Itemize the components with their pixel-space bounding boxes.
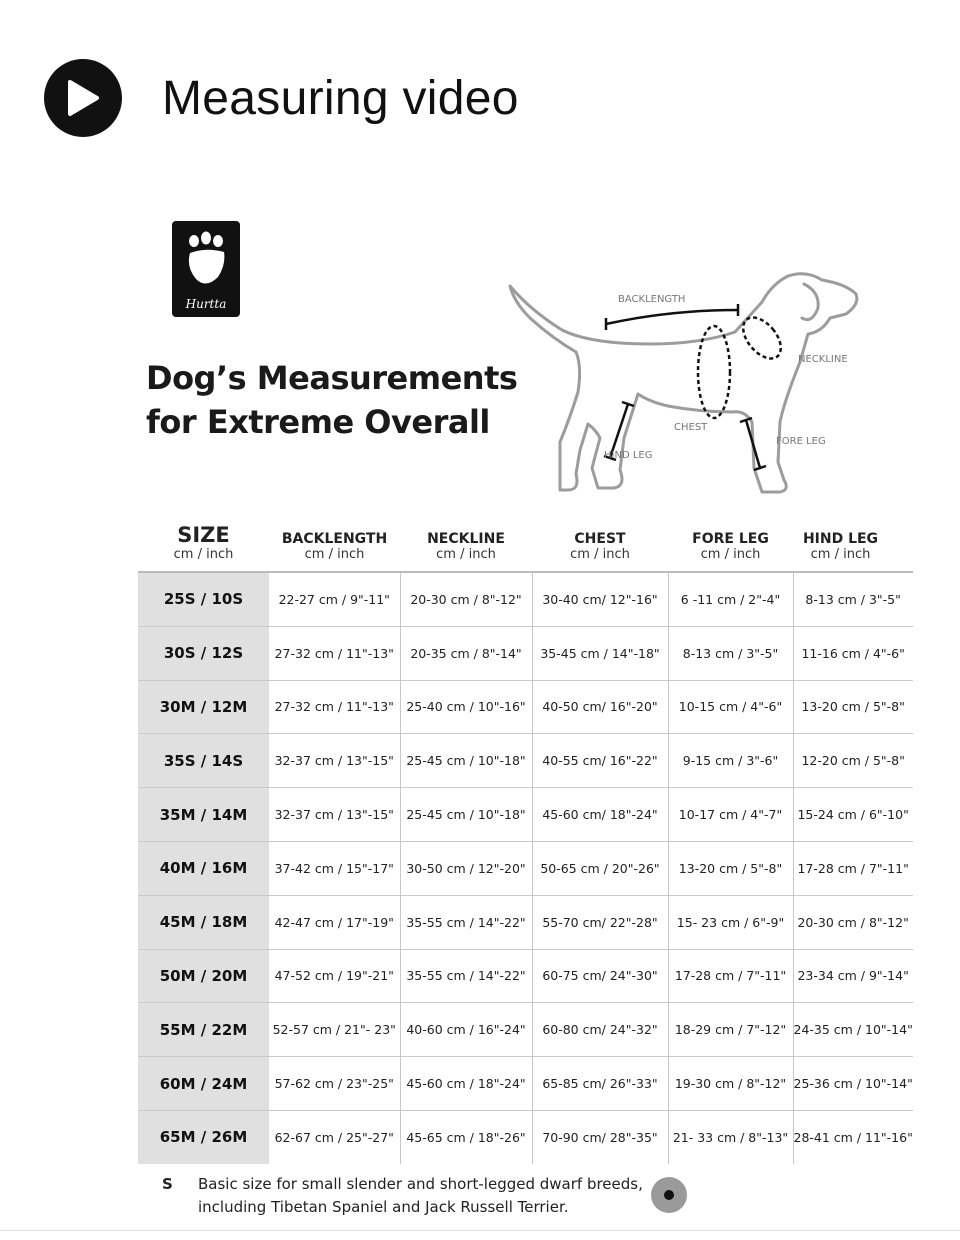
paw-icon [172,225,240,295]
cell-hind-leg: 28-41 cm / 11"-16" [793,1110,913,1163]
table-row [138,1003,913,1057]
cell-fore-leg: 15- 23 cm / 6"-9" [668,895,793,949]
chest-loop [698,326,730,418]
cell-neckline: 30-50 cm / 12"-20" [400,841,532,895]
cell-hind-leg: 17-28 cm / 7"-11" [793,841,913,895]
cell-size: 65M / 26M [138,1110,269,1163]
logo-brand-text: Hurtta [185,297,227,311]
cell-fore-leg: 10-17 cm / 4"-7" [668,788,793,842]
cell-fore-leg: 9-15 cm / 3"-6" [668,734,793,788]
cell-chest: 60-75 cm/ 24"-30" [532,949,668,1003]
footnote-text: Basic size for small slender and short-legged dwarf breeds, including Tibetan Spaniel and Jack Russell Terrier. [198,1175,643,1216]
bottom-divider [0,1230,960,1231]
cell-chest: 50-65 cm / 20"-26" [532,841,668,895]
table-row [138,1110,913,1163]
cell-backlength: 27-32 cm / 11"-13" [269,680,400,734]
cell-backlength: 32-37 cm / 13"-15" [269,734,400,788]
cell-size: 60M / 24M [138,1057,269,1111]
cell-hind-leg: 20-30 cm / 8"-12" [793,895,913,949]
cell-hind-leg: 24-35 cm / 10"-14" [793,1003,913,1057]
cell-size: 30S / 12S [138,626,269,680]
page-title [146,356,517,444]
cell-chest: 40-50 cm/ 16"-20" [532,680,668,734]
cell-chest: 30-40 cm/ 12"-16" [532,572,668,626]
cell-neckline: 25-45 cm / 10"-18" [400,734,532,788]
cell-chest: 45-60 cm/ 18"-24" [532,788,668,842]
column-header-backlength: BACKLENGTH cm / inch [281,531,388,562]
cell-chest: 60-80 cm/ 24"-32" [532,1003,668,1057]
cell-fore-leg: 17-28 cm / 7"-11" [668,949,793,1003]
measuring-video-link[interactable] [44,58,519,138]
table-row [138,949,913,1003]
cell-chest: 70-90 cm/ 28"-35" [532,1110,668,1163]
dot-icon [664,1190,674,1200]
table-row [138,841,913,895]
cell-hind-leg: 25-36 cm / 10"-14" [793,1057,913,1111]
cell-chest: 55-70 cm/ 22"-28" [532,895,668,949]
cell-hind-leg: 13-20 cm / 5"-8" [793,680,913,734]
cell-backlength: 62-67 cm / 25"-27" [269,1110,400,1163]
dog-outline [510,274,857,492]
backlength-line [606,310,738,324]
cell-neckline: 40-60 cm / 16"-24" [400,1003,532,1057]
cell-hind-leg: 15-24 cm / 6"-10" [793,788,913,842]
table-row [138,572,913,626]
foreleg-label: FORE LEG [776,436,826,447]
cell-neckline: 45-60 cm / 18"-24" [400,1057,532,1111]
cell-backlength: 27-32 cm / 11"-13" [269,626,400,680]
footnote-mark: S [162,1175,173,1193]
floating-action-button[interactable] [651,1177,687,1213]
cell-chest: 65-85 cm/ 26"-33" [532,1057,668,1111]
cell-hind-leg: 11-16 cm / 4"-6" [793,626,913,680]
hindleg-label: HIND LEG [604,450,653,461]
size-table [138,571,913,1164]
cell-fore-leg: 13-20 cm / 5"-8" [668,841,793,895]
measuring-video-label[interactable]: Measuring video [162,71,519,125]
cell-size: 55M / 22M [138,1003,269,1057]
cell-size: 35M / 14M [138,788,269,842]
cell-hind-leg: 12-20 cm / 5"-8" [793,734,913,788]
cell-size: 25S / 10S [138,572,269,626]
cell-neckline: 35-55 cm / 14"-22" [400,895,532,949]
chest-label: CHEST [674,422,708,433]
cell-neckline: 35-55 cm / 14"-22" [400,949,532,1003]
cell-backlength: 47-52 cm / 19"-21" [269,949,400,1003]
cell-size: 45M / 18M [138,895,269,949]
cell-backlength: 42-47 cm / 17"-19" [269,895,400,949]
table-row [138,626,913,680]
play-icon [66,79,100,117]
table-row [138,680,913,734]
column-header-fore-leg: FORE LEG cm / inch [692,531,769,562]
cell-fore-leg: 18-29 cm / 7"-12" [668,1003,793,1057]
cell-hind-leg: 23-34 cm / 9"-14" [793,949,913,1003]
neckline-loop [736,311,788,366]
cell-chest: 40-55 cm/ 16"-22" [532,734,668,788]
cell-backlength: 22-27 cm / 9"-11" [269,572,400,626]
cell-fore-leg: 6 -11 cm / 2"-4" [668,572,793,626]
hurtta-logo [172,221,240,317]
table-row [138,734,913,788]
cell-size: 30M / 12M [138,680,269,734]
cell-fore-leg: 10-15 cm / 4"-6" [668,680,793,734]
neckline-label: NECKLINE [798,354,848,365]
title-line-2: for Extreme Overall [146,403,490,441]
cell-backlength: 57-62 cm / 23"-25" [269,1057,400,1111]
cell-size: 35S / 14S [138,734,269,788]
cell-size: 40M / 16M [138,841,269,895]
cell-chest: 35-45 cm / 14"-18" [532,626,668,680]
title-line-1: Dog’s Measurements [146,359,518,397]
cell-fore-leg: 19-30 cm / 8"-12" [668,1057,793,1111]
backlength-label: BACKLENGTH [618,294,686,305]
cell-backlength: 52-57 cm / 21"- 23" [269,1003,400,1057]
cell-size: 50M / 20M [138,949,269,1003]
table-row [138,788,913,842]
cell-fore-leg: 8-13 cm / 3"-5" [668,626,793,680]
cell-neckline: 25-40 cm / 10"-16" [400,680,532,734]
cell-fore-leg: 21- 33 cm / 8"-13" [668,1110,793,1163]
cell-hind-leg: 8-13 cm / 3"-5" [793,572,913,626]
cell-neckline: 20-35 cm / 8"-14" [400,626,532,680]
cell-backlength: 37-42 cm / 15"-17" [269,841,400,895]
dog-measurement-diagram [500,262,870,502]
table-row [138,895,913,949]
cell-backlength: 32-37 cm / 13"-15" [269,788,400,842]
column-header-neckline: NECKLINE cm / inch [427,531,505,562]
play-button[interactable] [44,59,122,137]
cell-neckline: 45-65 cm / 18"-26" [400,1110,532,1163]
column-header-size: SIZE cm / inch [173,523,234,562]
cell-neckline: 25-45 cm / 10"-18" [400,788,532,842]
table-row [138,1057,913,1111]
column-header-hind-leg: HIND LEG cm / inch [802,531,879,562]
size-table-header [138,522,898,570]
cell-neckline: 20-30 cm / 8"-12" [400,572,532,626]
column-header-chest: CHEST cm / inch [570,531,630,562]
